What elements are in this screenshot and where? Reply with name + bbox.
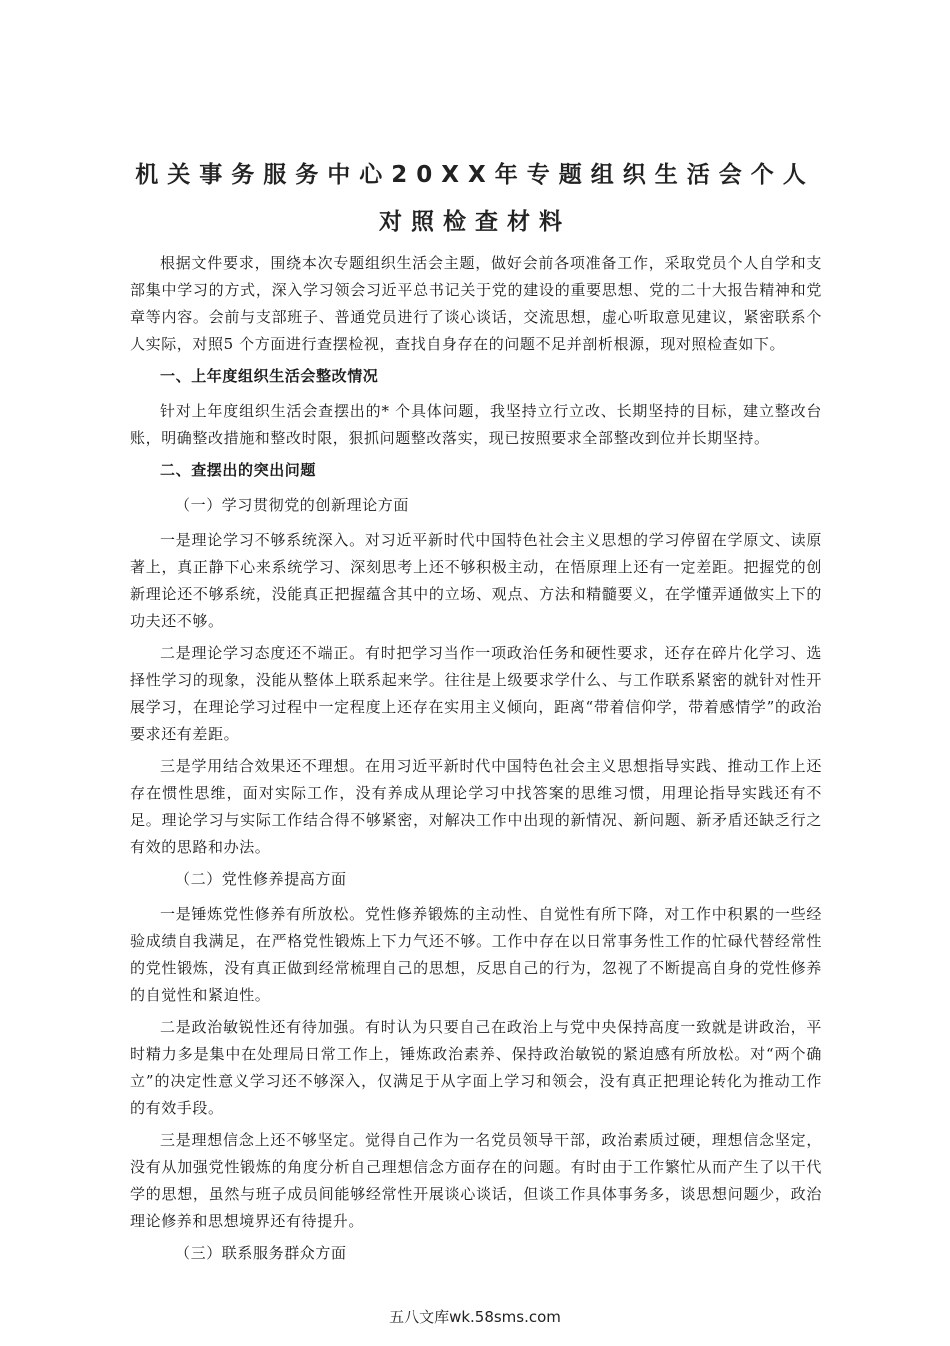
subsection-heading-2: （二）党性修养提高方面 (175, 870, 347, 888)
document-body (130, 250, 822, 1275)
subsection-heading-3: （三）联系服务群众方面 (175, 1244, 347, 1262)
paragraph-party-spirit-2: 二是政治敏锐性还有待加强。有时认为只要自己在政治上与党中央保持高度一致就是讲政治，平时精力多是集中在处理局日常工作上，锤炼政治素养、保持政治敏锐的紧迫感有所放松。对“两个确立”的决定性意义学习还不够深入，仅满足于从字面上学习和领会，没有真正把理论转化为推动工作的有效手段。 (130, 1018, 822, 1117)
paragraph-party-spirit-3: 三是理想信念上还不够坚定。觉得自己作为一名党员领导干部，政治素质过硬，理想信念坚定，没有从加强党性锻炼的角度分析自己理想信念方面存在的问题。有时由于工作繁忙从而产生了以干代学的思想，虽然与班子成员间能够经常性开展谈心谈话，但谈工作具体事务多，谈思想问题少，政治理论修养和思想境界还有待提升。 (130, 1131, 822, 1230)
section-heading-2: 二、查摆出的突出问题 (160, 461, 317, 479)
intro-paragraph: 根据文件要求，围绕本次专题组织生活会主题，做好会前各项准备工作，采取党员个人自学和支部集中学习的方式，深入学习领会习近平总书记关于党的建设的重要思想、党的二十大报告精神和党章等内容。会前与支部班子、普通党员进行了谈心谈话，交流思想，虚心听取意见建议，紧密联系个人实际，对照5 个方面进行查摆检视，查找自身存在的问题不足并剖析根源，现对照检查如下。 (130, 254, 822, 353)
paragraph-theory-1: 一是理论学习不够系统深入。对习近平新时代中国特色社会主义思想的学习停留在学原文、读原著上，真正静下心来系统学习、深刻思考上还不够积极主动，在悟原理上还有一定差距。把握党的创新理论还不够系统，没能真正把握蕴含其中的立场、观点、方法和精髓要义，在学懂弄通做实上下的功夫还不够。 (130, 531, 822, 630)
footer-watermark-text: 五八文库wk.58sms.com (389, 1308, 561, 1326)
paragraph-theory-2: 二是理论学习态度还不端正。有时把学习当作一项政治任务和硬性要求，还存在碎片化学习、选择性学习的现象，没能从整体上联系起来学。往往是上级要求学什么、与工作联系紧密的就针对性开展学习，在理论学习过程中一定程度上还存在实用主义倾向，距离“带着信仰学，带着感情学”的政治要求还有差距。 (130, 644, 822, 743)
subsection-heading-1: （一）学习贯彻党的创新理论方面 (175, 496, 410, 514)
document-title-line2: 对照检查材料 (379, 209, 571, 235)
document-title-line1: 机关事务服务中心20XX年专题组织生活会个人 (135, 162, 815, 188)
paragraph-rectification: 针对上年度组织生活会查摆出的* 个具体问题，我坚持立行立改、长期坚持的目标，建立整改台账，明确整改措施和整改时限，狠抓问题整改落实，现已按照要求全部整改到位并长期坚持。 (130, 402, 822, 447)
section-heading-1: 一、上年度组织生活会整改情况 (160, 367, 379, 385)
paragraph-theory-3: 三是学用结合效果还不理想。在用习近平新时代中国特色社会主义思想指导实践、推动工作上还存在惯性思维，面对实际工作，没有养成从理论学习中找答案的思维习惯，用理论指导实践还有不足。理论学习与实际工作结合得不够紧密，对解决工作中出现的新情况、新问题、新矛盾还缺乏行之有效的思路和办法。 (130, 757, 822, 856)
paragraph-party-spirit-1: 一是锤炼党性修养有所放松。党性修养锻炼的主动性、自觉性有所下降，对工作中积累的一些经验成绩自我满足，在严格党性锻炼上下力气还不够。工作中存在以日常事务性工作的忙碌代替经常性的党性锻炼，没有真正做到经常梳理自己的思想，反思自己的行为，忽视了不断提高自身的党性修养的自觉性和紧迫性。 (130, 905, 822, 1004)
